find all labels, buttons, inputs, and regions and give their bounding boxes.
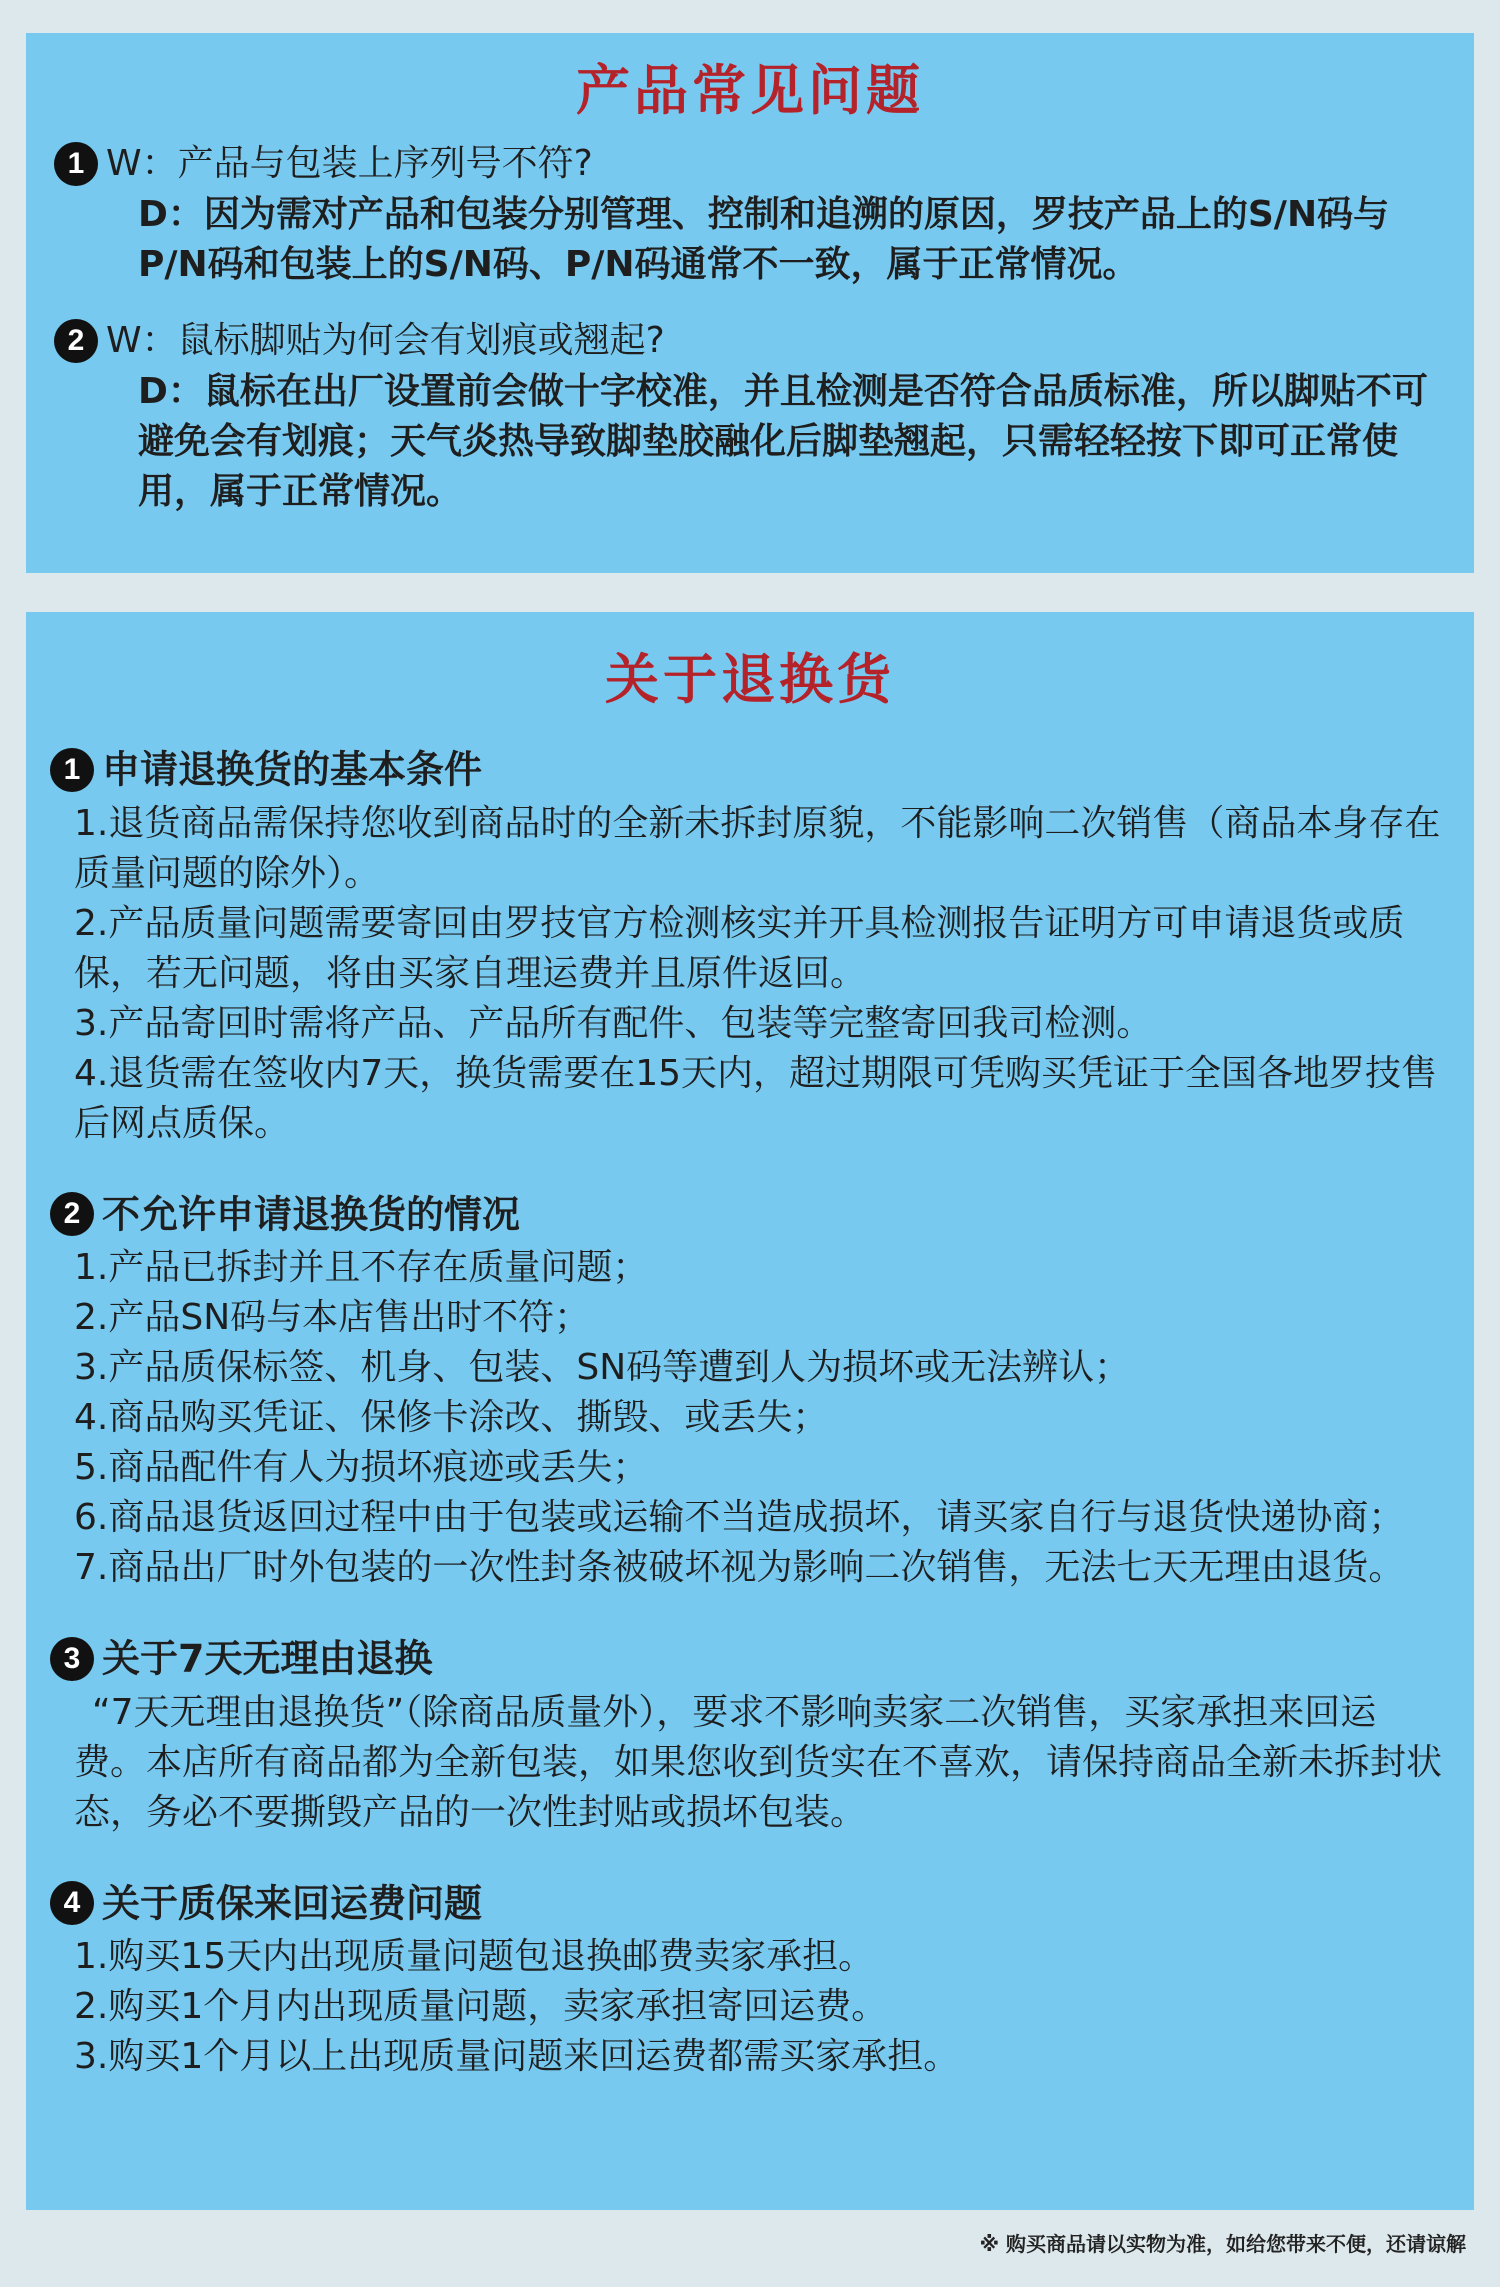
faq-answer: D：因为需对产品和包装分别管理、控制和追溯的原因，罗技产品上的S/N码与P/N码和包装上的S/N码、P/N码通常不一致，属于正常情况。	[138, 194, 1390, 285]
list-item: 1.产品已拆封并且不存在质量问题；	[74, 1247, 649, 1288]
list-item: 2.产品SN码与本店售出时不符；	[74, 1297, 591, 1338]
list-item: 1.退货商品需保持您收到商品时的全新未拆封原貌，不能影响二次销售（商品本身存在质量问题的除外）。	[74, 802, 1441, 894]
faq-question: W：鼠标脚贴为何会有划痕或翘起?	[106, 320, 665, 361]
returns-title: 关于退换货	[605, 648, 895, 711]
number-badge-icon: 2	[50, 1192, 94, 1236]
list-item: 4.退货需在签收内7天，换货需要在15天内，超过期限可凭购买凭证于全国各地罗技售后网点质保。	[74, 1052, 1438, 1144]
section-heading-label: 关于7天无理由退换	[102, 1636, 433, 1681]
section-list	[50, 1932, 1448, 2082]
list-item: 3.产品质保标签、机身、包装、SN码等遭到人为损坏或无法辨认；	[74, 1347, 1131, 1388]
section-heading	[50, 1872, 1448, 1933]
faq-question-line	[54, 314, 1450, 367]
number-badge-icon: 2	[54, 319, 98, 363]
number-badge-icon: 1	[50, 748, 94, 792]
list-item: 2.产品质量问题需要寄回由罗技官方检测核实并开具检测报告证明方可申请退货或质保，若无问题，将由买家自理运费并且原件返回。	[74, 902, 1405, 994]
list-item: 5.商品配件有人为损坏痕迹或丢失；	[74, 1447, 649, 1488]
list-item: 4.商品购买凭证、保修卡涂改、撕毁、或丢失；	[74, 1397, 829, 1438]
section-heading-label: 不允许申请退换货的情况	[102, 1192, 521, 1236]
returns-section-seven-day	[50, 1627, 1448, 1838]
section-list	[50, 1243, 1448, 1593]
section-heading	[50, 1627, 1448, 1688]
faq-item	[54, 137, 1450, 290]
faq-question: W：产品与包装上序列号不符?	[106, 143, 593, 184]
section-heading-label: 申请退换货的基本条件	[102, 747, 483, 792]
list-item: 7.商品出厂时外包装的一次性封条被破坏视为影响二次销售，无法七天无理由退货。	[74, 1547, 1405, 1588]
faq-answer: D：鼠标在出厂设置前会做十字校准，并且检测是否符合品质标准，所以脚贴不可避免会有划痕；天气炎热导致脚垫胶融化后脚垫翘起，只需轻轻按下即可正常使用，属于正常情况。	[138, 371, 1428, 512]
section-heading	[50, 1183, 1448, 1244]
returns-section-not-allowed	[50, 1183, 1448, 1594]
returns-section-shipping	[50, 1872, 1448, 2083]
section-list	[50, 799, 1448, 1149]
list-item: 3.购买1个月以上出现质量问题来回运费都需买家承担。	[74, 2036, 960, 2077]
list-item: 3.产品寄回时需将产品、产品所有配件、包装等完整寄回我司检测。	[74, 1002, 1153, 1044]
faq-question-line	[54, 137, 1450, 190]
section-paragraph: “7天无理由退换货”（除商品质量外），要求不影响卖家二次销售，买家承担来回运费。本店所有商品都为全新包装，如果您收到货实在不喜欢，请保持商品全新未拆封状态，务必不要撕毁产品的一次性封贴或损坏包装。	[74, 1691, 1443, 1833]
faq-title: 产品常见问题	[576, 59, 924, 122]
returns-panel	[26, 612, 1474, 2210]
section-heading-label: 关于质保来回运费问题	[102, 1881, 483, 1925]
list-item: 1.购买15天内出现质量问题包退换邮费卖家承担。	[74, 1936, 875, 1977]
list-item: 6.商品退货返回过程中由于包装或运输不当造成损坏，请买家自行与退货快递协商；	[74, 1497, 1405, 1538]
number-badge-icon: 4	[50, 1881, 94, 1925]
section-heading	[50, 738, 1448, 799]
number-badge-icon: 3	[50, 1637, 94, 1681]
number-badge-icon: 1	[54, 142, 98, 186]
list-item: 2.购买1个月内出现质量问题，卖家承担寄回运费。	[74, 1986, 888, 2027]
returns-section-conditions	[50, 738, 1448, 1149]
footer-disclaimer: ※ 购买商品请以实物为准，如给您带来不便，还请谅解	[979, 2232, 1466, 2256]
faq-panel	[26, 33, 1474, 573]
faq-item	[54, 314, 1450, 517]
